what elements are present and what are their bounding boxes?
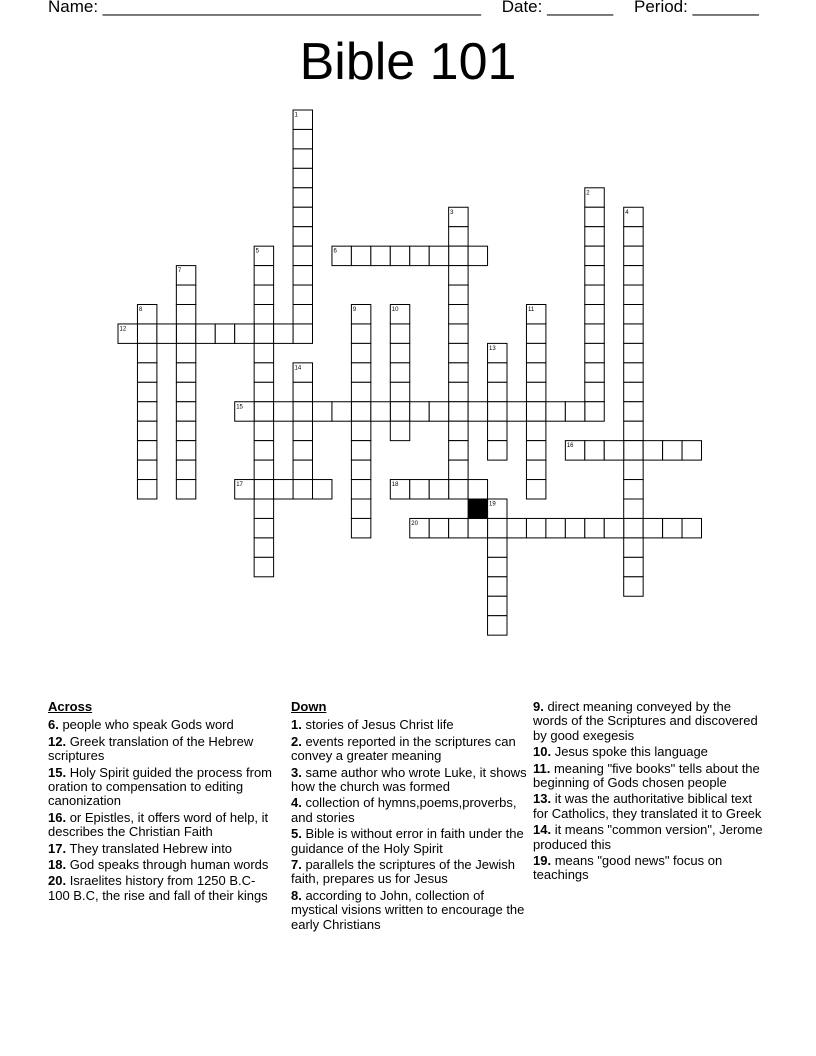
across-clues bbox=[48, 700, 278, 905]
grid-cell[interactable] bbox=[176, 363, 195, 382]
down-list bbox=[291, 718, 527, 932]
grid-cell[interactable] bbox=[624, 518, 643, 537]
grid-cell[interactable] bbox=[274, 324, 293, 343]
grid-cell[interactable] bbox=[313, 402, 332, 421]
grid-cell[interactable] bbox=[410, 246, 429, 265]
grid-cell[interactable] bbox=[196, 324, 215, 343]
grid-cell[interactable] bbox=[449, 480, 468, 499]
grid-cell[interactable] bbox=[390, 246, 409, 265]
grid-cell[interactable] bbox=[390, 324, 409, 343]
grid-cell[interactable] bbox=[176, 305, 195, 324]
grid-cell[interactable] bbox=[429, 480, 448, 499]
grid-cell[interactable] bbox=[624, 382, 643, 401]
grid-cell[interactable] bbox=[449, 382, 468, 401]
grid-cell[interactable] bbox=[254, 324, 273, 343]
grid-cell[interactable] bbox=[449, 227, 468, 246]
grid-cell[interactable] bbox=[488, 557, 507, 576]
clue-7: 7. parallels the scriptures of the Jewish faith, prepares us for Jesus bbox=[291, 857, 515, 887]
grid-cell[interactable] bbox=[624, 499, 643, 518]
clue-4: 4. collection of hymns,poems,proverbs, and stories bbox=[291, 795, 517, 825]
grid-cell[interactable] bbox=[293, 305, 312, 324]
clue-14: 14. it means "common version", Jerome produced this bbox=[533, 822, 763, 852]
grid-cell[interactable] bbox=[351, 343, 370, 362]
grid-cell[interactable] bbox=[351, 480, 370, 499]
grid-cell[interactable] bbox=[137, 421, 156, 440]
grid-cell[interactable] bbox=[137, 402, 156, 421]
grid-cell[interactable] bbox=[429, 246, 448, 265]
grid-cell[interactable] bbox=[526, 518, 545, 537]
grid-cell[interactable] bbox=[488, 518, 507, 537]
clue-16: 16. or Epistles, it offers word of help, it describes the Christian Faith bbox=[48, 809, 269, 840]
grid-cell[interactable] bbox=[468, 402, 487, 421]
grid-cell[interactable] bbox=[137, 363, 156, 382]
grid-cell[interactable] bbox=[449, 518, 468, 537]
grid-cell[interactable] bbox=[449, 363, 468, 382]
grid-cell[interactable] bbox=[137, 324, 156, 343]
grid-cell[interactable] bbox=[351, 246, 370, 265]
clue-20: 20. Israelites history from 1250 B.C- 100 B.C, the rise and fall of their kings bbox=[48, 873, 268, 903]
grid-cell[interactable] bbox=[254, 499, 273, 518]
clue-13: 13. it was the authoritative biblical text for Catholics, they translated it to Greek bbox=[533, 791, 762, 821]
grid-cell[interactable] bbox=[351, 441, 370, 460]
clue-2: 2. events reported in the scriptures can convey a greater meaning bbox=[291, 733, 516, 764]
grid-cell[interactable] bbox=[468, 246, 487, 265]
clue-number-13: 13 bbox=[489, 345, 496, 352]
clue-number-4: 4 bbox=[625, 209, 629, 216]
grid-cell[interactable] bbox=[410, 402, 429, 421]
grid-cell[interactable] bbox=[235, 324, 254, 343]
grid-cell[interactable] bbox=[157, 324, 176, 343]
grid-cell[interactable] bbox=[624, 227, 643, 246]
grid-cell[interactable] bbox=[624, 557, 643, 576]
grid-cell[interactable] bbox=[624, 305, 643, 324]
grid-cell[interactable] bbox=[585, 382, 604, 401]
clue-number-16: 16 bbox=[566, 443, 574, 450]
grid-cell[interactable] bbox=[371, 402, 390, 421]
grid-cell[interactable] bbox=[390, 421, 409, 440]
grid-cell[interactable] bbox=[313, 480, 332, 499]
clue-number-15: 15 bbox=[236, 404, 243, 411]
grid-cell[interactable] bbox=[351, 324, 370, 343]
clue-3: 3. same author who wrote Luke, it shows how the church was formed bbox=[291, 764, 527, 795]
grid-cell[interactable] bbox=[137, 382, 156, 401]
grid-cell[interactable] bbox=[585, 441, 604, 460]
grid-cell[interactable] bbox=[663, 518, 682, 537]
grid-cell[interactable] bbox=[254, 460, 273, 479]
grid-cell[interactable] bbox=[585, 343, 604, 362]
grid-cell[interactable] bbox=[449, 305, 468, 324]
clue-number-20: 20 bbox=[411, 520, 418, 527]
grid-cell[interactable] bbox=[526, 402, 545, 421]
grid-cell[interactable] bbox=[468, 518, 487, 537]
grid-cell[interactable] bbox=[293, 227, 312, 246]
grid-cell[interactable] bbox=[449, 460, 468, 479]
grid-cell[interactable] bbox=[488, 616, 507, 635]
grid-cell[interactable] bbox=[449, 402, 468, 421]
grid-cell[interactable] bbox=[585, 285, 604, 304]
grid-cell[interactable] bbox=[507, 402, 526, 421]
grid-cell[interactable] bbox=[351, 421, 370, 440]
grid-cell[interactable] bbox=[585, 305, 604, 324]
grid-cell[interactable] bbox=[585, 363, 604, 382]
grid-cell[interactable] bbox=[585, 207, 604, 226]
grid-cell[interactable] bbox=[293, 188, 312, 207]
grid-cell[interactable] bbox=[585, 266, 604, 285]
clue-number-6: 6 bbox=[333, 248, 337, 255]
grid-cell[interactable] bbox=[137, 343, 156, 362]
grid-cell[interactable] bbox=[293, 207, 312, 226]
clue-9: 9. direct meaning conveyed by the words of the Scriptures and discovered by good exegesis bbox=[533, 699, 758, 743]
grid-cell[interactable] bbox=[565, 402, 584, 421]
grid-cell[interactable] bbox=[293, 168, 312, 187]
grid-cell[interactable] bbox=[176, 460, 195, 479]
grid-cell[interactable] bbox=[624, 246, 643, 265]
grid-cell[interactable] bbox=[390, 343, 409, 362]
grid-cell[interactable] bbox=[274, 480, 293, 499]
grid-cell[interactable] bbox=[449, 285, 468, 304]
grid-cell[interactable] bbox=[604, 441, 623, 460]
grid-cell[interactable] bbox=[351, 460, 370, 479]
grid-cell[interactable] bbox=[254, 441, 273, 460]
clue-number-1: 1 bbox=[294, 112, 298, 119]
grid-cell[interactable] bbox=[351, 382, 370, 401]
clue-number-14: 14 bbox=[294, 365, 302, 372]
grid-cell[interactable] bbox=[546, 518, 565, 537]
grid-cell[interactable] bbox=[585, 324, 604, 343]
grid-cell[interactable] bbox=[682, 518, 701, 537]
grid-cell[interactable] bbox=[176, 421, 195, 440]
grid-cell[interactable] bbox=[449, 343, 468, 362]
clue-number-7: 7 bbox=[177, 268, 182, 275]
period-field[interactable]: Period: _______ bbox=[634, 0, 759, 16]
clue-number-8: 8 bbox=[138, 307, 143, 313]
grid-cell[interactable] bbox=[526, 324, 545, 343]
grid-cell[interactable] bbox=[390, 382, 409, 401]
grid-cell[interactable] bbox=[565, 518, 584, 537]
clue-number-5: 5 bbox=[255, 248, 259, 255]
grid-cell[interactable] bbox=[293, 149, 312, 168]
grid-cell[interactable] bbox=[293, 421, 312, 440]
grid-cell[interactable] bbox=[351, 499, 370, 518]
across-heading: Across bbox=[48, 699, 93, 714]
blocked-cell bbox=[468, 499, 487, 518]
grid-cell[interactable] bbox=[293, 402, 312, 421]
grid-cell[interactable] bbox=[176, 480, 195, 499]
grid-cell[interactable] bbox=[488, 382, 507, 401]
grid-cell[interactable] bbox=[643, 518, 662, 537]
grid-cell[interactable] bbox=[663, 441, 682, 460]
grid-cell[interactable] bbox=[176, 382, 195, 401]
grid-cell[interactable] bbox=[176, 324, 195, 343]
clue-12: 12. Greek translation of the Hebrew scriptures bbox=[48, 733, 254, 764]
grid-cell[interactable] bbox=[488, 596, 507, 615]
grid-cell[interactable] bbox=[488, 421, 507, 440]
grid-cell[interactable] bbox=[488, 441, 507, 460]
grid-cell[interactable] bbox=[449, 421, 468, 440]
grid-cell[interactable] bbox=[624, 421, 643, 440]
clue-number-11: 11 bbox=[527, 307, 535, 313]
clue-number-19: 19 bbox=[489, 501, 496, 508]
grid-cell[interactable] bbox=[488, 402, 507, 421]
grid-cell[interactable] bbox=[351, 363, 370, 382]
grid-cell[interactable] bbox=[429, 518, 448, 537]
clue-19: 19. means "good news" focus on teachings bbox=[533, 853, 723, 883]
grid-cell[interactable] bbox=[274, 402, 293, 421]
clue-1: 1. stories of Jesus Christ life bbox=[291, 717, 454, 733]
grid-cell[interactable] bbox=[546, 402, 565, 421]
grid-cell[interactable] bbox=[585, 246, 604, 265]
across-list bbox=[48, 718, 278, 903]
grid-cell[interactable] bbox=[254, 305, 273, 324]
grid-cell[interactable] bbox=[604, 518, 623, 537]
grid-cell[interactable] bbox=[176, 343, 195, 362]
grid-cell[interactable] bbox=[293, 129, 312, 148]
grid-cell[interactable] bbox=[526, 363, 545, 382]
grid-cell[interactable] bbox=[449, 246, 468, 265]
grid-cell[interactable] bbox=[449, 324, 468, 343]
grid-cell[interactable] bbox=[682, 441, 701, 460]
clue-18: 18. God speaks through human words bbox=[48, 857, 269, 873]
grid-cell[interactable] bbox=[526, 382, 545, 401]
grid-cell[interactable] bbox=[526, 421, 545, 440]
clue-number-10: 10 bbox=[391, 307, 399, 313]
grid-cell[interactable] bbox=[488, 577, 507, 596]
clue-6: 6. people who speak Gods word bbox=[48, 717, 234, 733]
down-clues-column-1 bbox=[291, 700, 527, 934]
clue-number-18: 18 bbox=[391, 482, 399, 489]
grid-cell[interactable] bbox=[293, 285, 312, 304]
page-title: Bible 101 bbox=[299, 33, 517, 91]
grid-cell[interactable] bbox=[254, 363, 273, 382]
clue-number-12: 12 bbox=[119, 326, 127, 333]
down-clues-column-2 bbox=[533, 700, 765, 885]
grid-cell[interactable] bbox=[293, 480, 312, 499]
grid-cell[interactable] bbox=[468, 480, 487, 499]
clue-number-2: 2 bbox=[586, 190, 590, 197]
grid-cell[interactable] bbox=[390, 402, 409, 421]
grid-cell[interactable] bbox=[137, 480, 156, 499]
grid-cell[interactable] bbox=[624, 266, 643, 285]
grid-cell[interactable] bbox=[293, 441, 312, 460]
grid-cell[interactable] bbox=[254, 557, 273, 576]
grid-cell[interactable] bbox=[351, 402, 370, 421]
grid-cell[interactable] bbox=[624, 441, 643, 460]
grid-cell[interactable] bbox=[293, 266, 312, 285]
grid-cell[interactable] bbox=[585, 518, 604, 537]
grid-cell[interactable] bbox=[254, 266, 273, 285]
grid-cell[interactable] bbox=[176, 441, 195, 460]
grid-cell[interactable] bbox=[293, 324, 312, 343]
grid-cell[interactable] bbox=[410, 480, 429, 499]
grid-cell[interactable] bbox=[293, 382, 312, 401]
grid-cell[interactable] bbox=[624, 460, 643, 479]
grid-cell[interactable] bbox=[254, 402, 273, 421]
clue-number-9: 9 bbox=[352, 307, 357, 313]
clue-number-17: 17 bbox=[236, 482, 243, 489]
grid-cell[interactable] bbox=[585, 402, 604, 421]
grid-cell[interactable] bbox=[449, 266, 468, 285]
date-field[interactable]: Date: _______ bbox=[501, 0, 614, 16]
grid-cell[interactable] bbox=[624, 285, 643, 304]
grid-cell[interactable] bbox=[624, 480, 643, 499]
grid-cell[interactable] bbox=[215, 324, 234, 343]
grid-cell[interactable] bbox=[137, 460, 156, 479]
grid-cell[interactable] bbox=[624, 343, 643, 362]
grid-cell[interactable] bbox=[526, 441, 545, 460]
grid-cell[interactable] bbox=[429, 402, 448, 421]
grid-cell[interactable] bbox=[390, 363, 409, 382]
grid-cell[interactable] bbox=[254, 382, 273, 401]
grid-cell[interactable] bbox=[254, 538, 273, 557]
clue-11: 11. meaning "five books" tells about the beginning of Gods chosen people bbox=[533, 760, 760, 791]
grid-cell[interactable] bbox=[293, 246, 312, 265]
grid-cell[interactable] bbox=[624, 402, 643, 421]
clue-17: 17. They translated Hebrew into bbox=[48, 840, 233, 856]
grid-cell[interactable] bbox=[624, 363, 643, 382]
grid-cell[interactable] bbox=[643, 441, 662, 460]
down-list-continued bbox=[533, 700, 765, 883]
clue-15: 15. Holy Spirit guided the process from oration to compensation to editing canonization bbox=[48, 764, 273, 809]
grid-cell[interactable] bbox=[449, 441, 468, 460]
grid-cell[interactable] bbox=[137, 441, 156, 460]
grid-cell[interactable] bbox=[624, 577, 643, 596]
clue-5: 5. Bible is without error in faith under the guidance of the Holy Spirit bbox=[291, 826, 524, 856]
grid-cell[interactable] bbox=[293, 460, 312, 479]
grid-cell[interactable] bbox=[488, 538, 507, 557]
grid-cell[interactable] bbox=[332, 402, 351, 421]
grid-cell[interactable] bbox=[351, 518, 370, 537]
grid-cell[interactable] bbox=[176, 402, 195, 421]
grid-cell[interactable] bbox=[585, 227, 604, 246]
clue-number-3: 3 bbox=[450, 209, 454, 216]
name-field[interactable]: Name: ________________________________________ bbox=[48, 0, 481, 16]
grid-cell[interactable] bbox=[624, 538, 643, 557]
clue-8: 8. according to John, collection of mystical visions written to encourage the early Christians bbox=[291, 887, 525, 932]
grid-cell[interactable] bbox=[371, 246, 390, 265]
grid-cell[interactable] bbox=[526, 343, 545, 362]
grid-cell[interactable] bbox=[176, 285, 195, 304]
grid-cell[interactable] bbox=[254, 343, 273, 362]
grid-cell[interactable] bbox=[526, 480, 545, 499]
down-heading: Down bbox=[291, 699, 327, 714]
grid-cell[interactable] bbox=[254, 480, 273, 499]
grid-cell[interactable] bbox=[507, 518, 526, 537]
grid-cell[interactable] bbox=[254, 285, 273, 304]
grid-cell[interactable] bbox=[526, 460, 545, 479]
grid-cell[interactable] bbox=[254, 421, 273, 440]
grid-cell[interactable] bbox=[254, 518, 273, 537]
grid-cell[interactable] bbox=[488, 363, 507, 382]
grid-cell[interactable] bbox=[624, 324, 643, 343]
clue-10: 10. Jesus spoke this language bbox=[533, 744, 708, 760]
